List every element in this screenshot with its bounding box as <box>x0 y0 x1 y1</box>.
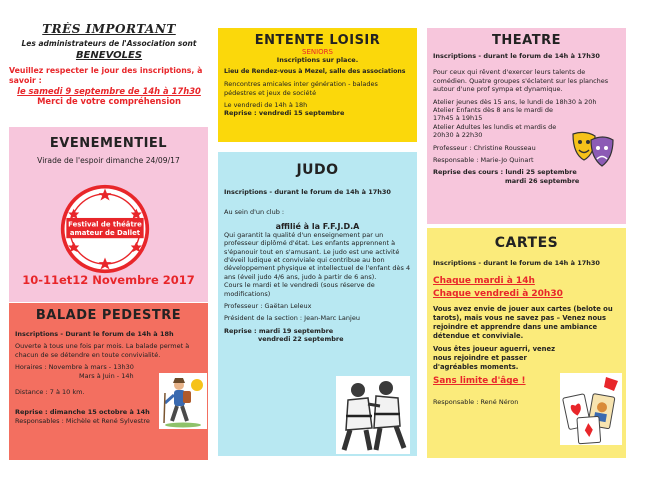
benevoles-heading: BENEVOLES <box>75 50 143 61</box>
theatre-jeunes: Atelier jeunes dès 15 ans, le lundi de 18h30 à 20h <box>433 97 597 106</box>
theatre-inscriptions: Inscriptions - durant le forum de 14h à 17h30 <box>433 52 600 60</box>
entente-lieu: Lieu de Rendez-vous à Mezel, salle des associations <box>224 67 406 75</box>
stamp-line1: Festival de théâtre <box>68 220 142 229</box>
stamp-line2: amateur de Dallet <box>69 228 141 237</box>
important-notice: Veuillez respecter le jour des inscriptions, à savoir : <box>9 66 203 85</box>
theatre-responsable: Responsable : Marie-Jo Quinart <box>433 156 534 165</box>
balade-panel <box>9 303 208 460</box>
judo-fighters-icon <box>336 376 410 454</box>
important-date: le samedi 9 septembre de 14h à 17h30 <box>17 86 201 96</box>
balade-reprise: Reprise : dimanche 15 octobre à 14h <box>15 408 150 417</box>
important-subtitle: Les administrateurs de l'Association sont <box>21 39 197 48</box>
theatre-enfants: Atelier Enfants dès 8 ans le mardi de 17h45 à 19h15 <box>433 106 554 123</box>
balade-inscriptions: Inscriptions - Durant le forum de 14h à 18h <box>15 330 174 338</box>
entente-title: ENTENTE LOISIR <box>254 33 381 48</box>
judo-president: Président de la section : Jean-Marc Lanjeu <box>224 314 360 323</box>
cartes-aguerri: Vous êtes joueur aguerri, venez nous rejoindre et passer d'agréables moments. <box>433 345 556 372</box>
theatre-desc: Pour ceux qui rêvent d'exercer leurs talents de comédien. Quatre groupes s'éclatent sur les planches autour d'une prof sympa et dynamique. <box>433 68 609 94</box>
balade-distance: Distance : 7 à 10 km. <box>15 388 85 397</box>
theatre-adultes: Atelier Adultes les lundis et mardis de 20h30 à 22h30 <box>433 122 557 140</box>
playing-cards-icon <box>560 373 622 445</box>
entente-seniors: SENIORS <box>302 48 333 56</box>
theatre-reprise-1: Reprise des cours : lundi 25 septembre <box>433 168 577 177</box>
judo-reprise-1: Reprise : mardi 19 septembre <box>224 326 334 335</box>
judo-desc: Qui garantit la qualité d'un enseignement par un professeur diplômé d'état. Les enfants apprennent à s'épanouir tout en s'amusant. Le judo est une activité d'éveil ludique et conviviale qui contribue au bon développement physique et intellectuel de l'enfant dès 4 ans (éveil judo 4/6 ans, judo à partir de 6 ans). <box>224 230 411 281</box>
cartes-inscriptions: Inscriptions - durant le forum de 14h à 17h30 <box>433 259 600 267</box>
balade-desc: Ouverte à tous une fois par mois. La balade permet à chacun de se détendre en toute convivialité. <box>15 342 190 359</box>
evenementiel-panel <box>9 127 208 302</box>
festival-dates: 10-11et12 Novembre 2017 <box>22 273 195 287</box>
cartes-mardi: Chaque mardi à 14h <box>433 276 535 287</box>
entente-rencontres: Rencontres amicales inter génération - balades pédestres et jeux de société <box>224 80 378 97</box>
entente-insc: Inscriptions sur place. <box>276 56 359 65</box>
cartes-title: CARTES <box>494 235 559 251</box>
theatre-professeur: Professeur : Christine Rousseau <box>433 143 536 152</box>
balade-horaires-1: Horaires : Novembre à mars - 13h30 <box>15 363 134 372</box>
judo-club: Au sein d'un club : <box>224 208 285 217</box>
theatre-masks-icon <box>569 128 617 172</box>
cartes-panel <box>427 228 626 458</box>
important-panel <box>9 22 209 126</box>
hiker-icon <box>159 373 207 429</box>
balade-horaires-2: Mars à Juin - 14h <box>79 371 134 380</box>
entente-vendredi: Le vendredi de 14h à 18h <box>224 101 308 110</box>
cartes-desc: Vous avez envie de jouer aux cartes (belote ou tarots), mais vous ne savez pas – Venez nous rejoindre et apprendre dans une ambiance détendue et conviviale. <box>433 305 613 341</box>
evenementiel-title: EVENEMENTIEL <box>49 136 168 151</box>
judo-cours: Cours le mardi et le vendredi (sous réserve de modifications) <box>224 281 375 298</box>
theatre-title: THEATRE <box>492 33 561 48</box>
important-title: TRÈS IMPORTANT <box>42 22 176 36</box>
judo-inscriptions: Inscriptions - durant le forum de 14h à 17h30 <box>224 188 391 196</box>
virade-text: Virade de l'espoir dimanche 24/09/17 <box>37 156 180 165</box>
judo-affilie: affilié à la F.F.J.D.A <box>275 221 360 231</box>
judo-professeur: Professeur : Gaëtan Leleux <box>224 302 312 311</box>
balade-responsables: Responsables : Michèle et René Sylvestre <box>15 416 150 425</box>
judo-panel <box>218 152 417 456</box>
judo-title: JUDO <box>296 162 339 178</box>
cartes-responsable: Responsable : René Néron <box>433 398 519 407</box>
entente-panel <box>218 28 417 142</box>
cartes-limite: Sans limite d'âge ! <box>433 376 526 387</box>
cartes-vendredi: Chaque vendredi à 20h30 <box>433 289 563 300</box>
festival-stamp-icon <box>59 183 151 275</box>
important-thanks: Merci de votre compréhension <box>37 96 181 106</box>
entente-reprise: Reprise : vendredi 15 septembre <box>224 109 345 118</box>
theatre-panel <box>427 28 626 224</box>
theatre-reprise-2: mardi 26 septembre <box>505 176 580 185</box>
judo-reprise-2: vendredi 22 septembre <box>258 335 344 344</box>
balade-title: BALADE PEDESTRE <box>35 308 182 323</box>
